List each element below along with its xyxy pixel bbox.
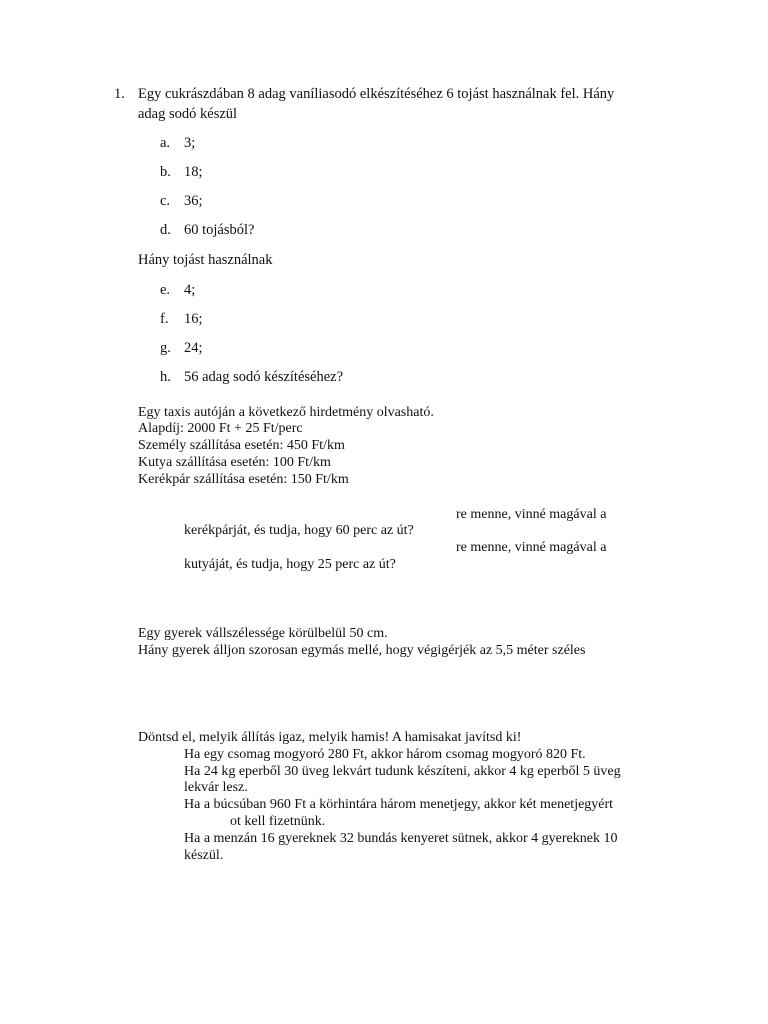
option-letter: b. xyxy=(160,164,171,180)
truefalse-intro: Döntsd el, melyik állítás igaz, melyik hamis! A hamisakat javítsd ki! xyxy=(138,730,522,745)
option-letter: h. xyxy=(160,369,171,385)
option-letter: c. xyxy=(160,193,171,209)
sub-question: Hány tojást használnak xyxy=(138,252,273,268)
shoulder-line: Hány gyerek álljon szorosan egymás mellé, hogy végigérjék az 5,5 méter széles xyxy=(138,643,586,658)
option-text: 18; xyxy=(184,164,203,180)
option-letter: a. xyxy=(160,135,171,151)
statement-2: Ha 24 kg eperből 30 üveg lekvárt tudunk készíteni, akkor 4 kg eperből 5 üveg xyxy=(184,764,621,779)
taxi-line: Kerékpár szállítása esetén: 150 Ft/km xyxy=(138,472,349,487)
option-text: 60 tojásból? xyxy=(184,222,255,238)
statement-4: Ha a menzán 16 gyereknek 32 bundás kenyeret sütnek, akkor 4 gyereknek 10 xyxy=(184,831,618,846)
question-text-line-2: adag sodó készül xyxy=(138,106,238,122)
option-letter: d. xyxy=(160,222,171,238)
statement-1: Ha egy csomag mogyoró 280 Ft, akkor három csomag mogyoró 820 Ft. xyxy=(184,747,586,762)
option-text: 56 adag sodó készítéséhez? xyxy=(184,369,344,385)
taxi-line: Személy szállítása esetén: 450 Ft/km xyxy=(138,438,345,453)
option-letter: f. xyxy=(160,311,169,327)
question-number: 1. xyxy=(114,86,125,102)
statement-4-cont: készül. xyxy=(184,848,224,863)
taxi-question-fragment: re menne, vinné magával a xyxy=(456,507,607,522)
statement-2-cont: lekvár lesz. xyxy=(184,780,248,795)
taxi-question-fragment: re menne, vinné magával a xyxy=(456,540,607,555)
statement-3-cont: ot kell fizetnünk. xyxy=(230,814,326,829)
statement-3: Ha a búcsúban 960 Ft a körhintára három menetjegy, akkor két menetjegyért xyxy=(184,797,614,812)
taxi-question-fragment: kutyáját, és tudja, hogy 25 perc az út? xyxy=(184,557,396,572)
option-text: 24; xyxy=(184,340,203,356)
option-text: 3; xyxy=(184,135,196,151)
taxi-question-fragment: kerékpárját, és tudja, hogy 60 perc az út? xyxy=(184,523,414,538)
option-text: 16; xyxy=(184,311,203,327)
question-text-line-1: Egy cukrászdában 8 adag vaníliasodó elkészítéséhez 6 tojást használnak fel. Hány xyxy=(138,86,615,102)
taxi-line: Kutya szállítása esetén: 100 Ft/km xyxy=(138,455,331,470)
option-letter: g. xyxy=(160,340,171,356)
option-text: 4; xyxy=(184,282,196,298)
taxi-line: Alapdíj: 2000 Ft + 25 Ft/perc xyxy=(138,421,303,436)
option-letter: e. xyxy=(160,282,171,298)
taxi-line: Egy taxis autóján a következő hirdetmény olvasható. xyxy=(138,405,434,420)
shoulder-line: Egy gyerek vállszélessége körülbelül 50 cm. xyxy=(138,626,388,641)
option-text: 36; xyxy=(184,193,203,209)
